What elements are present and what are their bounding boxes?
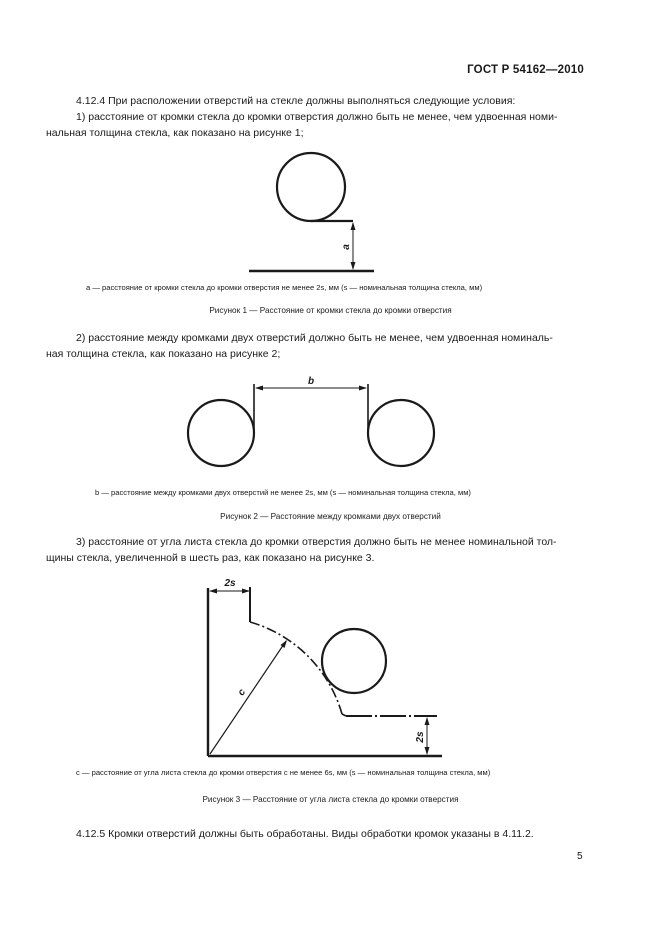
- figure3-label-2s-top: 2s: [224, 578, 236, 589]
- figure2-arrow-right: [359, 386, 367, 391]
- figure3-hole: [322, 629, 386, 693]
- figure3-arc-tail: [342, 714, 346, 716]
- figure2-label-b: b: [307, 376, 315, 387]
- clause-item3: [46, 534, 585, 566]
- item1-line1: 1) расстояние от кромки стекла до кромки отверстия должно быть не менее, чем удвоенная номи-: [76, 111, 558, 123]
- figure3-top-arrow-right: [242, 589, 250, 594]
- figure3-radius-line: [210, 641, 286, 754]
- figure3-legend: c — расстояние от угла листа стекла до кромки отверстия c не менее 6s, мм (s — номинальная толщина стекла, мм): [76, 768, 491, 777]
- figure3-right-arrow-bottom: [425, 747, 430, 755]
- figure1-hole: [277, 153, 345, 221]
- figure2-hole-left: [188, 400, 254, 466]
- figure1-label-a: a: [341, 244, 352, 250]
- figure1-arrow-top: [351, 222, 356, 230]
- figure3-radius-arc: [250, 622, 342, 714]
- figure2-caption: Рисунок 2 — Расстояние между кромками двух отверстий: [220, 512, 441, 521]
- figure1-legend: a — расстояние от кромки стекла до кромки отверстия не менее 2s, мм (s — номинальная толщина стекла, мм): [86, 283, 483, 292]
- clause-item2: [46, 330, 585, 362]
- item1-line2: нальная толщина стекла, как показано на рисунке 1;: [46, 127, 304, 139]
- figure3-drawing: [208, 587, 442, 756]
- intro-line: 4.12.4 При расположении отверстий на стекле должны выполняться следующие условия:: [76, 95, 516, 107]
- page-number: 5: [577, 851, 583, 862]
- figure3-top-arrow-left: [209, 589, 217, 594]
- figure3-caption: Рисунок 3 — Расстояние от угла листа стекла до кромки отверстия: [202, 795, 459, 804]
- item3-line2: щины стекла, увеличенной в шесть раз, как показано на рисунке 3.: [46, 552, 375, 564]
- clause-4-12-5: 4.12.5 Кромки отверстий должны быть обработаны. Виды обработки кромок указаны в 4.11.2.: [76, 828, 534, 840]
- figure3-label-c: c: [235, 687, 249, 698]
- figure3-label-2s-right: 2s: [415, 731, 426, 743]
- figure2-legend: b — расстояние между кромками двух отверстий не менее 2s, мм (s — номинальная толщина стекла, мм): [95, 488, 471, 497]
- figure1-caption: Рисунок 1 — Расстояние от кромки стекла до кромки отверстия: [209, 306, 452, 315]
- figure1-arrow-bottom: [351, 262, 356, 270]
- document-id: ГОСТ Р 54162—2010: [467, 64, 584, 76]
- figure2-drawing: [188, 384, 434, 466]
- item2-line2: ная толщина стекла, как показано на рисунке 2;: [46, 348, 281, 360]
- figure2-hole-right: [368, 400, 434, 466]
- figure3-right-arrow-top: [425, 717, 430, 725]
- figure2-arrow-left: [255, 386, 263, 391]
- item2-line1: 2) расстояние между кромками двух отверстий должно быть не менее, чем удвоенная номиналь-: [76, 332, 553, 344]
- item3-line1: 3) расстояние от угла листа стекла до кромки отверстия должно быть не менее номинальной тол-: [76, 536, 557, 548]
- figure1-drawing: [249, 153, 374, 271]
